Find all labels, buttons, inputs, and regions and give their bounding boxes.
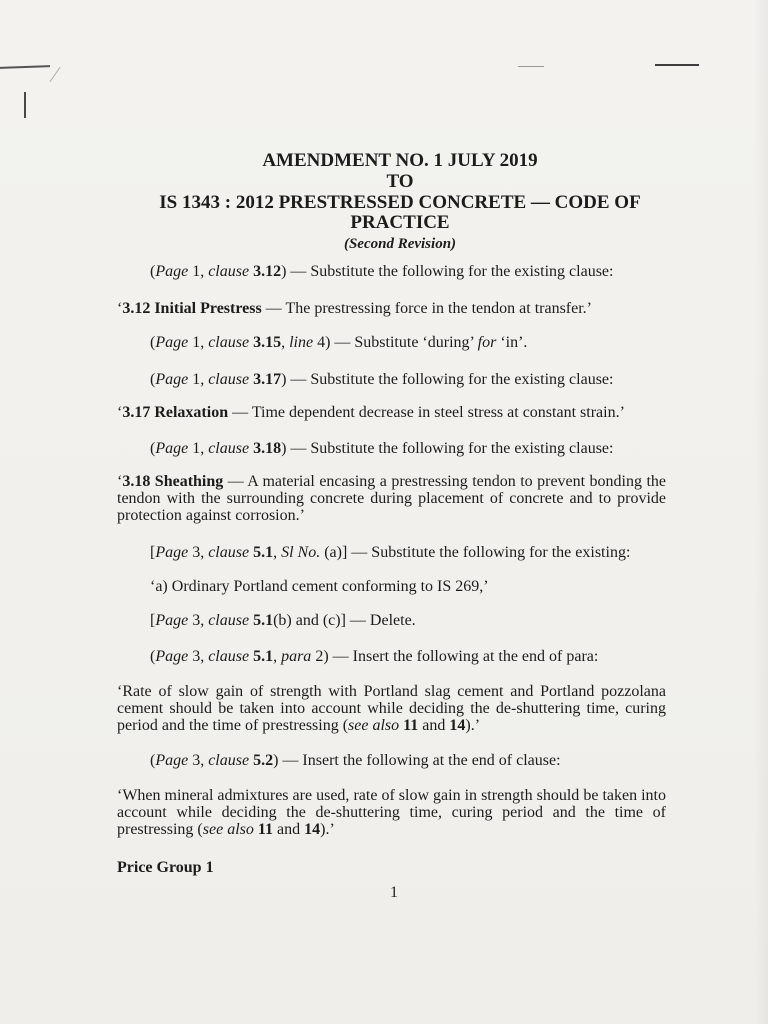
amendment-instruction: [Page 3, clause 5.1, Sl No. (a)] — Substitute the following for the existing: [150, 544, 631, 561]
standard-title-cont: PRACTICE [350, 212, 450, 233]
price-group: Price Group 1 [117, 859, 214, 876]
standard-title: IS 1343 : 2012 PRESTRESSED CONCRETE — CODE OF [159, 192, 641, 213]
amendment-instruction: (Page 3, clause 5.1, para 2) — Insert the following at the end of para: [150, 648, 599, 665]
amendment-instruction: (Page 3, clause 5.2) — Insert the following at the end of clause: [150, 752, 561, 769]
clause-definition: ‘3.18 Sheathing — A material encasing a prestressing tendon to prevent bonding the tendon with the surrounding concrete during placement of concrete and to provide protection against corrosion.’ [117, 473, 667, 524]
title-to: TO [386, 171, 414, 192]
insertion-text: ‘Rate of slow gain of strength with Portland slag cement and Portland pozzolana cement should be taken into account while deciding the de-shuttering time, curing period and the time of prestressing (see also 11 and 14).’ [117, 683, 666, 734]
amendment-title: AMENDMENT NO. 1 JULY 2019 [262, 150, 538, 171]
amendment-instruction: (Page 1, clause 3.15, line 4) — Substitute ‘during’ for ‘in’. [150, 334, 528, 351]
scan-artifact [0, 65, 50, 69]
scan-artifact [24, 92, 26, 118]
scan-artifact [518, 66, 544, 67]
amendment-instruction: (Page 1, clause 3.12) — Substitute the following for the existing clause: [150, 263, 614, 280]
clause-definition: ‘3.17 Relaxation — Time dependent decrease in steel stress at constant strain.’ [117, 404, 625, 421]
page-number: 1 [390, 884, 398, 901]
scan-artifact [655, 64, 699, 66]
clause-definition: ‘3.12 Initial Prestress — The prestressing force in the tendon at transfer.’ [117, 300, 592, 317]
scan-artifact [49, 67, 60, 82]
amendment-instruction: (Page 1, clause 3.17) — Substitute the following for the existing clause: [150, 371, 614, 388]
substitution-text: ‘a) Ordinary Portland cement conforming to IS 269,’ [150, 578, 489, 595]
scan-shadow [754, 0, 768, 1024]
insertion-text: ‘When mineral admixtures are used, rate of slow gain in strength should be taken into account while deciding the de-shuttering time, curing period and the time of prestressing (see also 11 and 14).’ [117, 787, 666, 838]
amendment-instruction: (Page 1, clause 3.18) — Substitute the following for the existing clause: [150, 440, 614, 457]
amendment-instruction: [Page 3, clause 5.1(b) and (c)] — Delete. [150, 612, 416, 629]
revision-label: (Second Revision) [343, 236, 457, 252]
